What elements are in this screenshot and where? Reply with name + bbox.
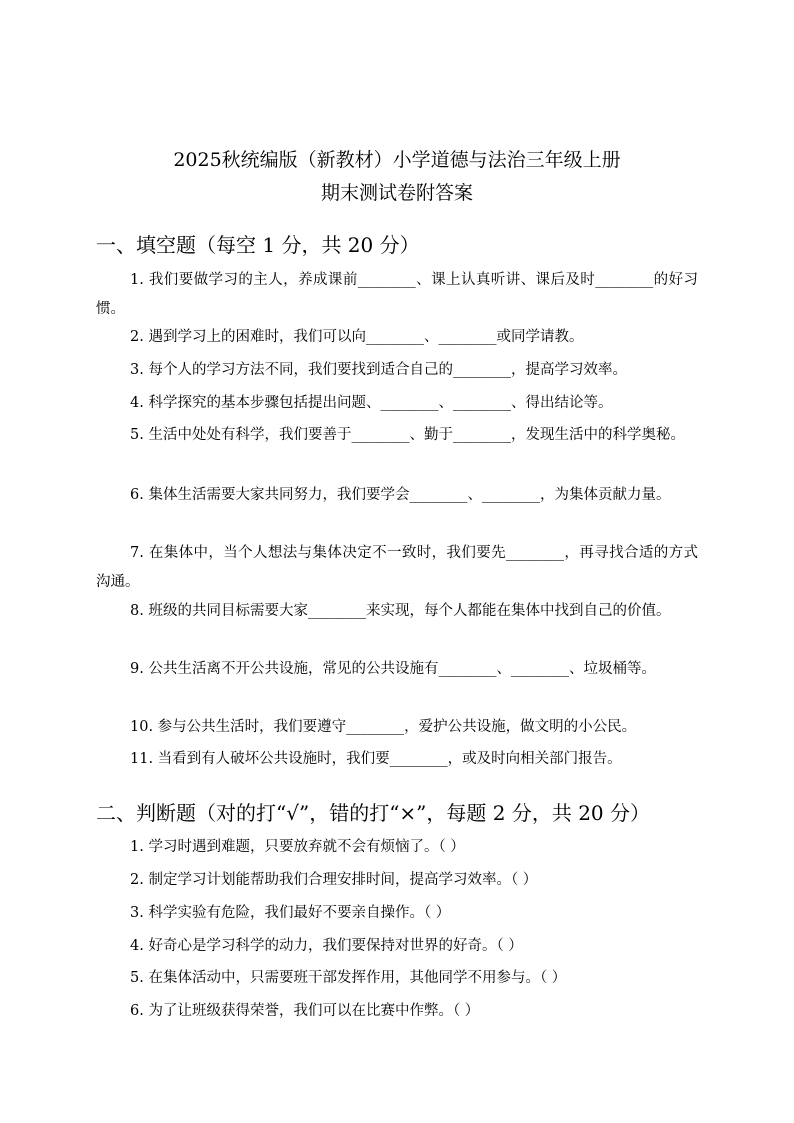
question-item: 6. 集体生活需要大家共同努力，我们要学会________、________，为集体贡献力量。 (130, 487, 671, 503)
question-item: 7. 在集体中，当个人想法与集体决定不一致时，我们要先________，再寻找合适的方式沟通。 (96, 545, 698, 590)
question-item: 1. 学习时遇到难题，只要放弃就不会有烦恼了。（ ） (130, 839, 465, 855)
question-item: 8. 班级的共同目标需要大家________来实现，每个人都能在集体中找到自己的价值。 (130, 603, 671, 619)
question-item: 5. 在集体活动中，只需要班干部发挥作用，其他同学不用参与。（ ） (130, 970, 567, 986)
question-item: 9. 公共生活离不开公共设施，常见的公共设施有________、________、垃圾桶等。 (130, 661, 656, 677)
page-subtitle: 期末测试卷附答案 (320, 182, 473, 204)
page-title: 2025秋统编版（新教材）小学道德与法治三年级上册 (173, 149, 621, 171)
question-item: 1. 我们要做学习的主人，养成课前________、课上认真听讲、课后及时________的好习惯。 (96, 272, 698, 317)
question-item: 10. 参与公共生活时，我们要遵守________，爱护公共设施，做文明的小公民。 (130, 719, 637, 735)
section-heading-true-false: 二、判断题（对的打“√”，错的打“×”，每题 2 分，共 20 分） (96, 801, 651, 825)
question-item: 6. 为了让班级获得荣誉，我们可以在比赛中作弊。（ ） (130, 1003, 480, 1019)
question-item: 5. 生活中处处有科学，我们要善于________、勤于________，发现生活中的科学奥秘。 (130, 427, 685, 443)
question-item: 3. 科学实验有危险，我们最好不要亲自操作。（ ） (130, 905, 451, 921)
question-item: 2. 制定学习计划能帮助我们合理安排时间，提高学习效率。（ ） (130, 872, 538, 888)
question-item: 3. 每个人的学习方法不同，我们要找到适合自己的________，提高学习效率。 (130, 362, 627, 378)
question-item: 4. 科学探究的基本步骤包括提出问题、________、________、得出结论等。 (130, 395, 613, 411)
question-item: 11. 当看到有人破坏公共设施时，我们要________，或及时向相关部门报告。 (130, 751, 622, 767)
question-item: 2. 遇到学习上的困难时，我们可以向________、________或同学请教。 (130, 329, 584, 345)
question-item: 4. 好奇心是学习科学的动力，我们要保持对世界的好奇。（ ） (130, 938, 523, 954)
section-heading-fill-blank: 一、填空题（每空 1 分，共 20 分） (96, 233, 420, 257)
